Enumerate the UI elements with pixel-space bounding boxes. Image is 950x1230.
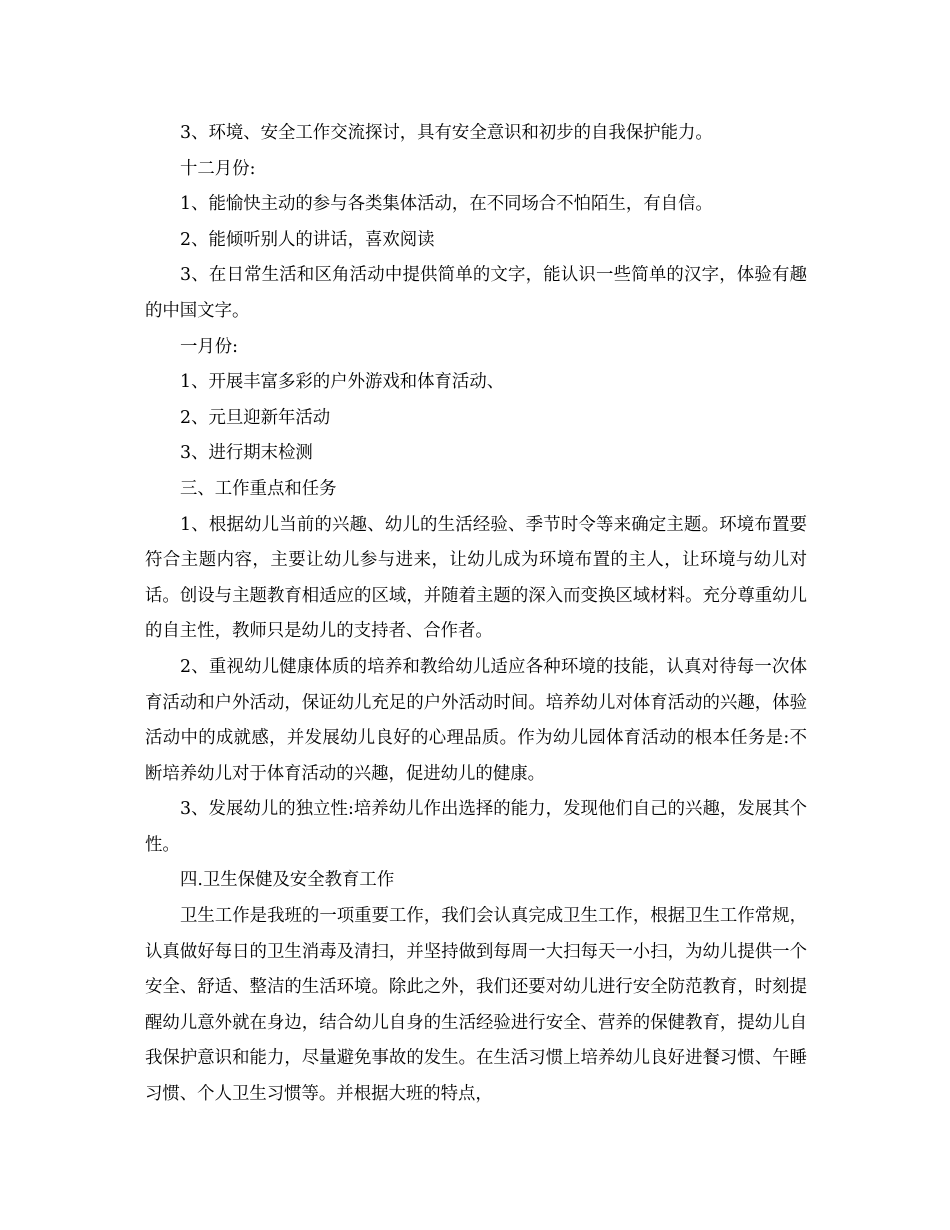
- paragraph-8: 2、元旦迎新年活动: [180, 407, 331, 428]
- paragraph-13: 3、发展幼儿的独立性:培养幼儿作出选择的能力，发现他们自己的兴趣，发展其个性。: [145, 799, 807, 855]
- paragraph-6: 一月份:: [180, 336, 239, 357]
- section-heading-4: 四.卫生保健及安全教育工作: [180, 870, 395, 891]
- paragraph-7: 1、开展丰富多彩的户外游戏和体育活动、: [180, 372, 505, 393]
- paragraph-5: 3、在日常生活和区角活动中提供简单的文字，能认识一些简单的汉字，体验有趣的中国文字。: [145, 265, 807, 321]
- paragraph-1: 3、环境、安全工作交流探讨，具有安全意识和初步的自我保护能力。: [180, 123, 713, 143]
- paragraph-4: 2、能倾听别人的讲话，喜欢阅读: [180, 229, 435, 250]
- paragraph-11: 1、根据幼儿当前的兴趣、幼儿的生活经验、季节时令等来确定主题。环境布置要符合主题内容，主要让幼儿参与进来，让幼儿成为环境布置的主人，让环境与幼儿对话。创设与主题教育相适应的区域，并随着主题的深入而变换区域材料。充分尊重幼儿的自主性，教师只是幼儿的支持者、合作者。: [145, 514, 807, 642]
- section-heading-3: 三、工作重点和任务: [180, 478, 337, 499]
- paragraph-9: 3、进行期末检测: [180, 443, 313, 464]
- document-body: [145, 116, 807, 1113]
- paragraph-12: 2、重视幼儿健康体质的培养和教给幼儿适应各种环境的技能，认真对待每一次体育活动和户外活动，保证幼儿充足的户外活动时间。培养幼儿对体育活动的兴趣，体验活动中的成就感，并发展幼儿良好的心理品质。作为幼儿园体育活动的根本任务是:不断培养幼儿对于体育活动的兴趣，促进幼儿的健康。: [145, 656, 807, 784]
- paragraph-3: 1、能愉快主动的参与各类集体活动，在不同场合不怕陌生，有自信。: [180, 194, 713, 215]
- paragraph-15: 卫生工作是我班的一项重要工作，我们会认真完成卫生工作，根据卫生工作常规，认真做好每日的卫生消毒及清扫，并坚持做到每周一大扫每天一小扫，为幼儿提供一个安全、舒适、整洁的生活环境。除此之外，我们还要对幼儿进行安全防范教育，时刻提醒幼儿意外就在身边，结合幼儿自身的生活经验进行安全、营养的保健教育，提幼儿自我保护意识和能力，尽量避免事故的发生。在生活习惯上培养幼儿良好进餐习惯、午睡习惯、个人卫生习惯等。并根据大班的特点，: [145, 906, 807, 1105]
- paragraph-2: 十二月份:: [180, 158, 256, 179]
